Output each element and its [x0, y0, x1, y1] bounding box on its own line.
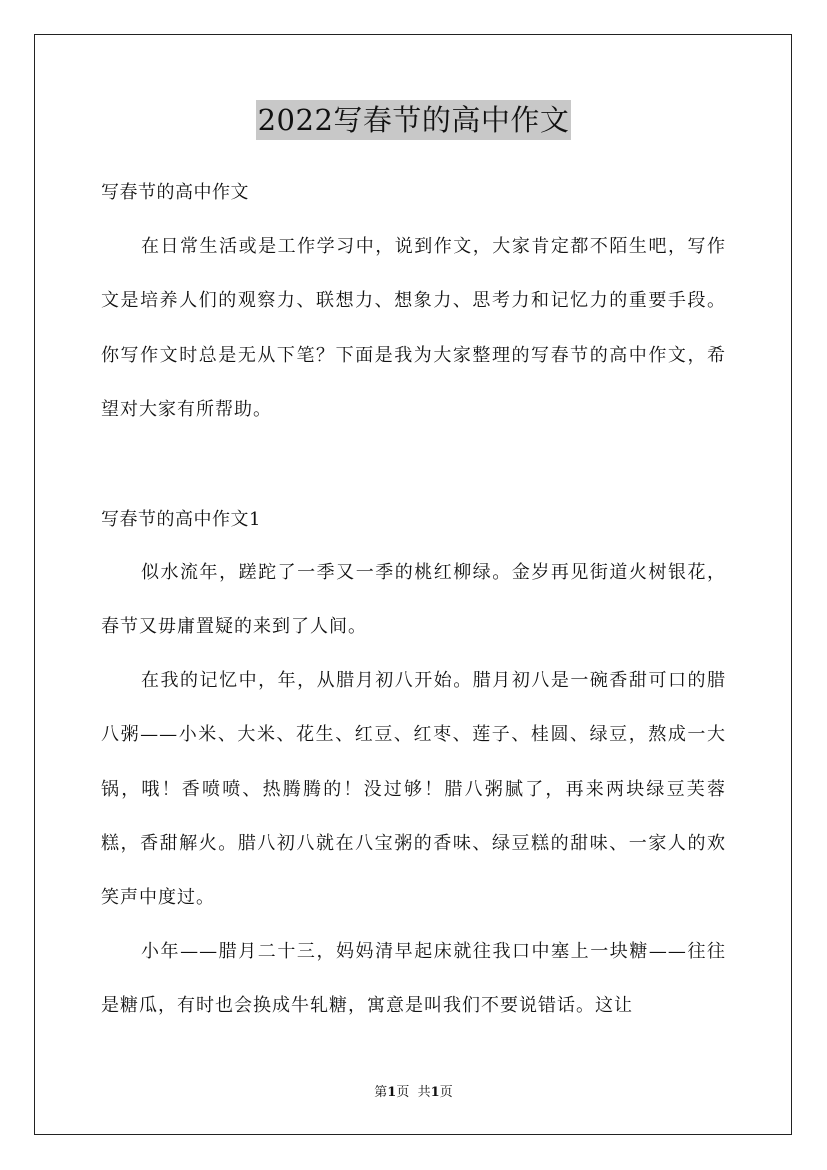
footer-page-suffix: 页 [396, 1085, 410, 1100]
footer-page-number: 1 [387, 1085, 397, 1100]
page-footer [0, 1085, 827, 1101]
footer-total-suffix: 页 [439, 1085, 453, 1100]
document-subtitle: 写春节的高中作文 [101, 182, 249, 203]
footer-total-pages: 1 [430, 1085, 440, 1100]
title-wrap [0, 100, 827, 140]
footer-total-prefix: 共 [417, 1085, 431, 1100]
intro-paragraph: 在日常生活或是工作学习中，说到作文，大家肯定都不陌生吧，写作文是培养人们的观察力、联想力、想象力、思考力和记忆力的重要手段。你写作文时总是无从下笔？下面是我为大家整理的写春节的高中作文，希望对大家有所帮助。 [101, 236, 726, 420]
body-paragraph-2: 在我的记忆中，年，从腊月初八开始。腊月初八是一碗香甜可口的腊八粥——小米、大米、花生、红豆、红枣、莲子、桂圆、绿豆，熬成一大锅，哦！香喷喷、热腾腾的！没过够！腊八粥腻了，再来两块绿豆芙蓉糕，香甜解火。腊八初八就在八宝粥的香味、绿豆糕的甜味、一家人的欢笑声中度过。 [101, 670, 726, 909]
essay-heading: 写春节的高中作文1 [101, 509, 261, 530]
body-paragraph-3: 小年——腊月二十三，妈妈清早起床就往我口中塞上一块糖——往往是糖瓜，有时也会换成牛轧糖，寓意是叫我们不要说错话。这让 [101, 941, 726, 1017]
footer-prefix: 第 [374, 1085, 388, 1100]
document-title: 2022写春节的高中作文 [256, 100, 572, 140]
body-paragraph-1: 似水流年，蹉跎了一季又一季的桃红柳绿。金岁再见街道火树银花，春节又毋庸置疑的来到了人间。 [101, 562, 726, 638]
